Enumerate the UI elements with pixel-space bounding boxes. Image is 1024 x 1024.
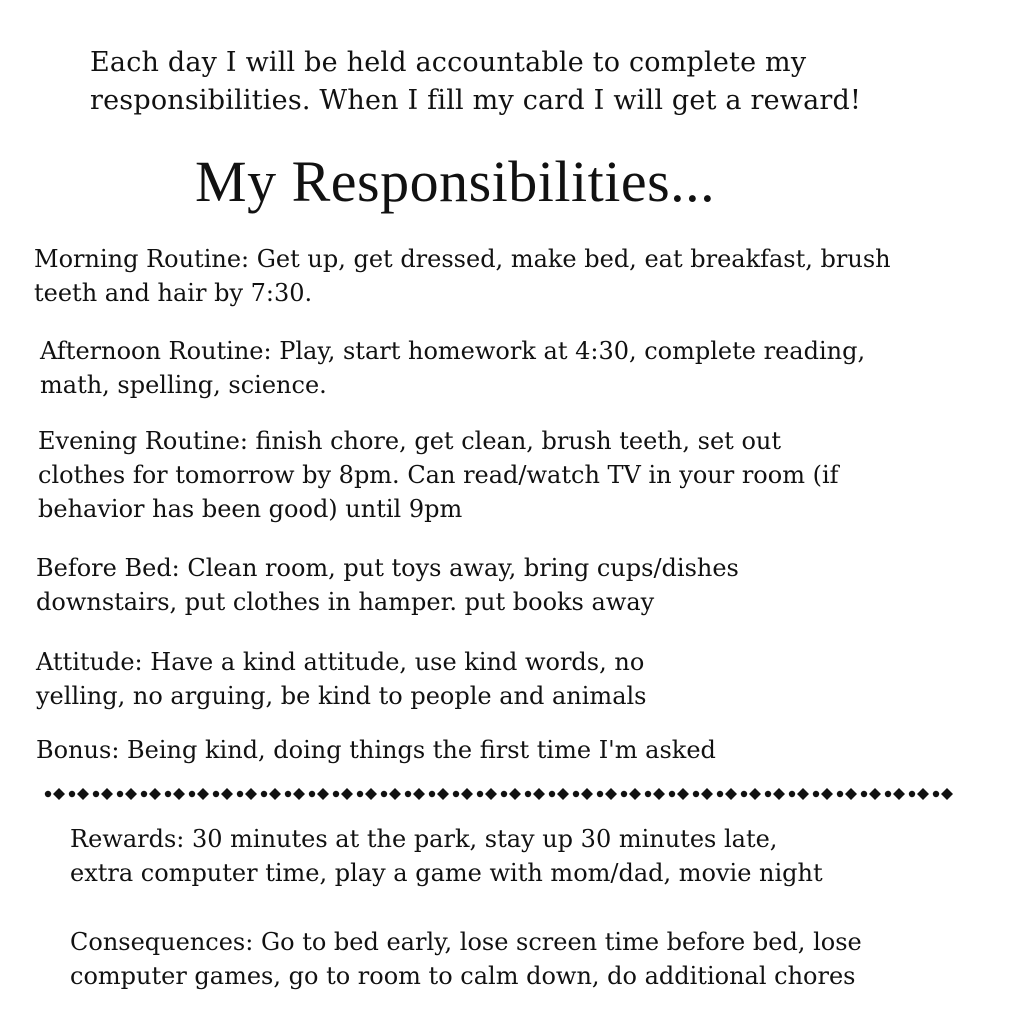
section-line: extra computer time, play a game with mom/dad, movie night <box>70 859 823 887</box>
section-line: computer games, go to room to calm down, do additional chores <box>70 962 856 990</box>
section-line: Afternoon Routine: Play, start homework at 4:30, complete reading, <box>40 337 866 365</box>
divider-diamond <box>509 788 521 800</box>
divider-dot <box>285 791 291 797</box>
divider-diamond <box>341 788 353 800</box>
divider-diamond <box>485 788 497 800</box>
divider-diamond <box>77 788 89 800</box>
morning-routine-section <box>34 242 891 310</box>
divider-diamond <box>221 788 233 800</box>
divider-diamond <box>173 788 185 800</box>
section-line: downstairs, put clothes in hamper. put books away <box>36 588 655 616</box>
divider-dot <box>885 791 891 797</box>
divider-diamond <box>749 788 761 800</box>
divider-dot <box>597 791 603 797</box>
bonus-section <box>36 733 716 767</box>
section-line: Before Bed: Clean room, put toys away, bring cups/dishes <box>36 554 739 582</box>
section-line: Bonus: Being kind, doing things the first time I'm asked <box>36 736 716 764</box>
decorative-divider <box>44 780 964 808</box>
section-line: Consequences: Go to bed early, lose screen time before bed, lose <box>70 928 862 956</box>
divider-dot <box>213 791 219 797</box>
divider-dot <box>765 791 771 797</box>
divider-dot <box>333 791 339 797</box>
divider-diamond <box>317 788 329 800</box>
divider-dot <box>501 791 507 797</box>
divider-dot <box>93 791 99 797</box>
section-line: Morning Routine: Get up, get dressed, make bed, eat breakfast, brush <box>34 245 891 273</box>
divider-dot <box>813 791 819 797</box>
divider-diamond <box>605 788 617 800</box>
divider-dot <box>141 791 147 797</box>
divider-diamond <box>653 788 665 800</box>
divider-dot <box>525 791 531 797</box>
divider-dot <box>861 791 867 797</box>
divider-diamond <box>701 788 713 800</box>
divider-diamond <box>197 788 209 800</box>
divider-diamond <box>773 788 785 800</box>
divider-diamond <box>413 788 425 800</box>
divider-diamond <box>797 788 809 800</box>
section-line: Evening Routine: finish chore, get clean, brush teeth, set out <box>38 427 781 455</box>
divider-diamond <box>845 788 857 800</box>
divider-diamond <box>365 788 377 800</box>
divider-diamond <box>677 788 689 800</box>
divider-dot <box>189 791 195 797</box>
divider-dot <box>717 791 723 797</box>
divider-dot <box>405 791 411 797</box>
section-line: behavior has been good) until 9pm <box>38 495 463 523</box>
divider-dot <box>165 791 171 797</box>
divider-dot <box>45 791 51 797</box>
divider-dot <box>741 791 747 797</box>
divider-diamond <box>389 788 401 800</box>
divider-diamond <box>557 788 569 800</box>
divider-diamond <box>245 788 257 800</box>
section-line: math, spelling, science. <box>40 371 327 399</box>
divider-dot <box>621 791 627 797</box>
divider-diamond <box>581 788 593 800</box>
divider-dot <box>933 791 939 797</box>
divider-diamond <box>293 788 305 800</box>
divider-diamond <box>941 788 953 800</box>
section-line: clothes for tomorrow by 8pm. Can read/watch TV in your room (if <box>38 461 839 489</box>
attitude-section <box>36 645 647 713</box>
divider-dot <box>549 791 555 797</box>
divider-dot <box>573 791 579 797</box>
divider-diamond <box>101 788 113 800</box>
page-title: My Responsibilities... <box>195 149 716 214</box>
divider-dot <box>357 791 363 797</box>
divider-dot <box>309 791 315 797</box>
before-bed-section <box>36 551 739 619</box>
divider-diamond <box>725 788 737 800</box>
rewards-section <box>70 822 823 890</box>
divider-dot <box>261 791 267 797</box>
section-line: Rewards: 30 minutes at the park, stay up 30 minutes late, <box>70 825 778 853</box>
divider-diamond <box>125 788 137 800</box>
divider-dot <box>453 791 459 797</box>
divider-dot <box>645 791 651 797</box>
intro-line: Each day I will be held accountable to complete my <box>90 47 807 78</box>
divider-dot <box>117 791 123 797</box>
divider-dot <box>237 791 243 797</box>
divider-diamond <box>917 788 929 800</box>
section-line: yelling, no arguing, be kind to people and animals <box>36 682 647 710</box>
divider-dot <box>789 791 795 797</box>
divider-dot <box>909 791 915 797</box>
divider-diamond <box>869 788 881 800</box>
intro-text <box>90 44 990 120</box>
evening-routine-section <box>38 424 839 526</box>
divider-diamond <box>821 788 833 800</box>
divider-diamond <box>269 788 281 800</box>
divider-dot <box>381 791 387 797</box>
divider-diamond <box>461 788 473 800</box>
consequences-section <box>70 925 862 993</box>
section-line: teeth and hair by 7:30. <box>34 279 313 307</box>
divider-diamond <box>437 788 449 800</box>
divider-dot <box>477 791 483 797</box>
divider-diamond <box>533 788 545 800</box>
divider-diamond <box>629 788 641 800</box>
divider-dot <box>429 791 435 797</box>
section-line: Attitude: Have a kind attitude, use kind words, no <box>36 648 645 676</box>
divider-dot <box>693 791 699 797</box>
intro-line: responsibilities. When I fill my card I will get a reward! <box>90 85 862 116</box>
divider-dot <box>837 791 843 797</box>
divider-diamond <box>53 788 65 800</box>
afternoon-routine-section <box>40 334 865 402</box>
divider-diamond <box>149 788 161 800</box>
divider-dot <box>69 791 75 797</box>
divider-dot <box>669 791 675 797</box>
divider-diamond <box>893 788 905 800</box>
